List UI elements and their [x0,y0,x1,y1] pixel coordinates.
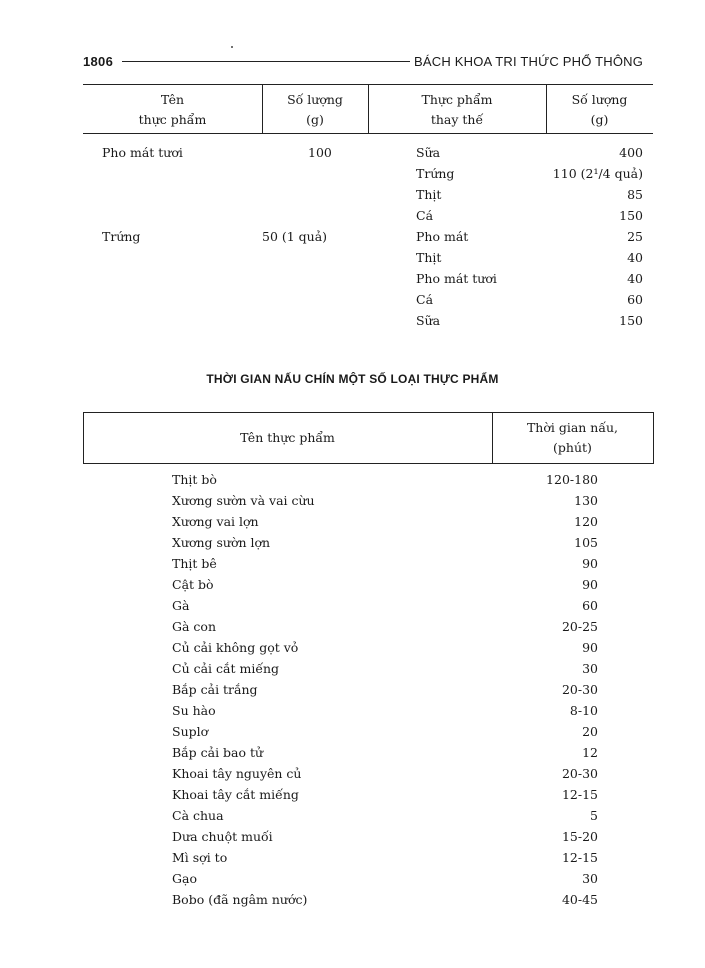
header-line-2: (phút) [553,440,592,455]
sub-amount-cell: 110 (2¹/4 quả) [552,166,643,181]
time-cell: 12-15 [561,787,598,802]
table-row [0,890,705,911]
amount-cell: 50 (1 quả) [262,229,328,244]
time-cell: 105 [574,535,598,550]
food-cell: Pho mát tươi [102,145,183,160]
table-row [0,785,705,806]
food-cell: Củ cải cắt miếng [172,661,280,676]
table2-header-rule [83,463,653,464]
section-title: THỜI GIAN NẤU CHÍN MỘT SỐ LOẠI THỰC PHẨM [206,372,499,386]
table-row [0,290,705,311]
table-row [0,617,705,638]
table-row [0,269,705,290]
cooking-rows [0,470,705,911]
header-line-1: Thực phẩm [421,92,493,107]
food-cell: Khoai tây cắt miếng [172,787,299,802]
sub-amount-cell: 85 [627,187,643,202]
sub-amount-cell: 40 [627,271,643,286]
header-substitute [368,90,546,130]
header-line-2: (g) [306,112,324,127]
header-line-2: thay thế [430,112,484,127]
header-cook-time [492,418,653,458]
sub-amount-cell: 150 [619,313,643,328]
substitute-cell: Thịt [416,250,442,265]
food-cell: Bắp cải trắng [172,682,258,697]
substitute-cell: Cá [416,292,434,307]
table-row [0,470,705,491]
header-line-1: Số lượng [287,92,343,107]
food-cell: Suplơ [172,724,209,739]
food-cell: Bắp cải bao tử [172,745,264,760]
sub-amount-cell: 25 [627,229,643,244]
table-row [0,311,705,332]
amount-cell: 100 [308,145,332,160]
header-food-name [83,90,262,130]
substitute-cell: Trứng [416,166,455,181]
time-cell: 20 [582,724,598,739]
time-cell: 30 [582,661,598,676]
table-row [0,827,705,848]
table-row [0,680,705,701]
header-food-name: Tên thực phẩm [240,430,335,445]
table-row [0,143,705,164]
food-cell: Mì sợi to [172,850,228,865]
food-cell: Gà con [172,619,216,634]
time-cell: 90 [582,556,598,571]
table2-right-border [653,412,654,464]
time-cell: 12 [582,745,598,760]
time-cell: 15-20 [561,829,598,844]
header-sub-amount [546,90,653,130]
food-cell: Cật bò [172,577,214,592]
food-cell: Gạo [172,871,197,886]
time-cell: 30 [582,871,598,886]
food-cell: Khoai tây nguyên củ [172,766,302,781]
speck-mark [231,46,233,48]
food-cell: Su hào [172,703,216,718]
header-line-1: Thời gian nấu, [526,420,619,435]
table-row [0,227,705,248]
sub-amount-cell: 150 [619,208,643,223]
time-cell: 130 [574,493,598,508]
time-cell: 20-30 [561,766,598,781]
table-row [0,722,705,743]
header-line-1: Số lượng [571,92,628,107]
header-line-2: thực phẩm [138,112,207,127]
food-cell: Xương sườn và vai cừu [172,493,315,508]
food-cell: Gà [172,598,190,613]
page-number: 1806 [83,54,114,69]
table-row [0,806,705,827]
food-cell: Xương vai lợn [172,514,259,529]
substitute-cell: Pho mát [416,229,469,244]
food-cell: Cà chua [172,808,224,823]
table-row [0,659,705,680]
substitute-cell: Cá [416,208,434,223]
table-row [0,701,705,722]
table-row [0,554,705,575]
table-row [0,533,705,554]
food-cell: Củ cải không gọt vỏ [172,640,299,655]
food-cell: Thịt bê [172,556,217,571]
table-row [0,512,705,533]
book-title: BÁCH KHOA TRI THỨC PHỔ THÔNG [414,54,644,69]
time-cell: 40-45 [561,892,598,907]
header-line-2: (g) [590,112,609,127]
sub-amount-cell: 40 [627,250,643,265]
time-cell: 5 [590,808,598,823]
table-row [0,164,705,185]
time-cell: 20-30 [561,682,598,697]
header-amount [262,90,368,130]
food-cell: Trứng [102,229,141,244]
table2-top-rule [83,412,653,413]
substitute-cell: Thịt [416,187,442,202]
time-cell: 120-180 [546,472,598,487]
table-row [0,248,705,269]
table-row [0,638,705,659]
food-cell: Bobo (đã ngâm nước) [172,892,308,907]
food-cell: Thịt bò [172,472,217,487]
table-row [0,743,705,764]
time-cell: 120 [574,514,598,529]
table-row [0,206,705,227]
substitute-cell: Sữa [416,313,441,328]
food-cell: Dưa chuột muối [172,829,273,844]
header-rule [122,61,410,62]
time-cell: 12-15 [561,850,598,865]
time-cell: 8-10 [569,703,598,718]
table-row [0,764,705,785]
table-row [0,575,705,596]
time-cell: 60 [582,598,598,613]
sub-amount-cell: 60 [627,292,643,307]
table-row [0,869,705,890]
table-row [0,185,705,206]
food-cell: Xương sườn lợn [172,535,271,550]
substitution-rows [0,143,705,332]
sub-amount-cell: 400 [619,145,643,160]
table-row [0,491,705,512]
header-line-1: Tên [160,92,185,107]
substitute-cell: Pho mát tươi [416,271,497,286]
time-cell: 90 [582,640,598,655]
table-row [0,848,705,869]
time-cell: 90 [582,577,598,592]
time-cell: 20-25 [561,619,598,634]
substitute-cell: Sữa [416,145,441,160]
table-row [0,596,705,617]
